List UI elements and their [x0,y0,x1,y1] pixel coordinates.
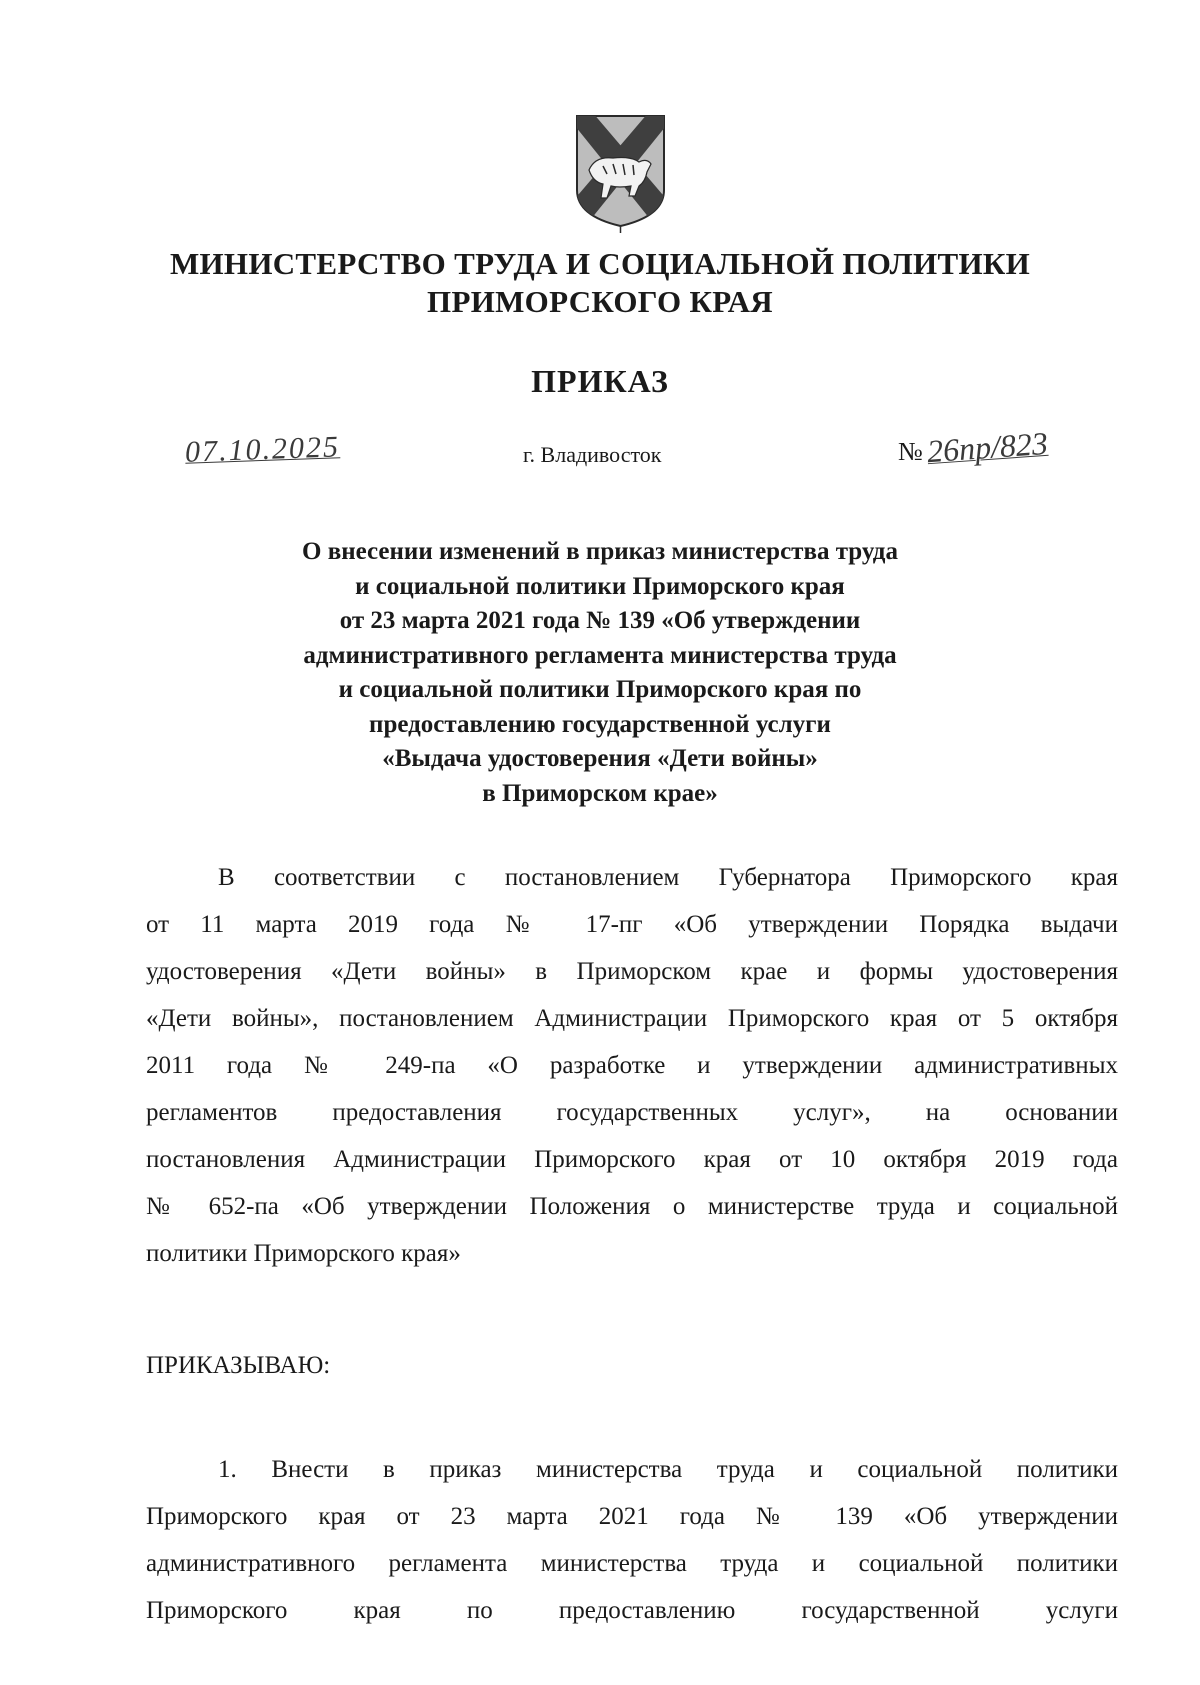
subject-line: О внесении изменений в приказ министерства труда [302,538,898,565]
ministry-heading [150,245,1050,321]
subject-line: и социальной политики Приморского края по [338,676,862,703]
preamble-line: от 11 марта 2019 года № 17-пг «Об утверждении Порядка выдачи [146,911,1118,938]
subject-line: «Выдача удостоверения «Дети войны» [382,745,818,772]
handwritten-date: 07.10.2025 [184,430,341,469]
coat-of-arms-emblem [573,112,668,234]
subject-line: административного регламента министерства труда [303,641,897,669]
preamble-line: политики Приморского края» [146,1240,461,1267]
preamble-line: регламентов предоставления государственных услуг», на основании [146,1099,1118,1126]
preamble-line: № 652-па «Об утверждении Положения о министерстве труда и социальной [146,1193,1118,1220]
preamble-line: В соответствии с постановлением Губернатора Приморского края [218,864,1118,891]
preamble-line: «Дети войны», постановлением Администрации Приморского края от 5 октября [146,1005,1118,1032]
subject-line: предоставлению государственной услуги [369,710,831,738]
subject-line: в Приморском крае» [482,779,718,807]
document-number [898,424,1049,470]
directive-word: ПРИКАЗЫВАЮ: [146,1352,331,1379]
ministry-line-2: ПРИМОРСКОГО КРАЯ [427,284,773,319]
number-sign: № [898,437,923,467]
item-1-line: Приморского края по предоставлению государственной услуги [146,1597,1118,1624]
preamble-paragraph [146,854,1118,1277]
order-subject [200,535,1000,811]
subject-line: и социальной политики Приморского края [355,572,845,600]
item-1-paragraph [146,1446,1118,1634]
preamble-line: постановления Администрации Приморского края от 10 октября 2019 года [146,1146,1118,1173]
preamble-line: удостоверения «Дети войны» в Приморском крае и формы удостоверения [146,958,1118,985]
document-type-title: ПРИКАЗ [531,363,669,399]
city-name: г. Владивосток [523,442,662,467]
preamble-line: 2011 года № 249-па «О разработке и утверждении административных [146,1052,1118,1079]
item-1-line: Приморского края от 23 марта 2021 года № 139 «Об утверждении [146,1503,1118,1530]
handwritten-number: 26пр/823 [925,424,1049,470]
ministry-line-1: МИНИСТЕРСТВО ТРУДА И СОЦИАЛЬНОЙ ПОЛИТИКИ [169,246,1031,281]
item-1-line: 1. Внести в приказ министерства труда и социальной политики [218,1456,1118,1483]
subject-line: от 23 марта 2021 года № 139 «Об утверждении [339,607,861,634]
item-1-line: административного регламента министерства труда и социальной политики [146,1550,1118,1577]
document-meta-line [0,425,1200,485]
